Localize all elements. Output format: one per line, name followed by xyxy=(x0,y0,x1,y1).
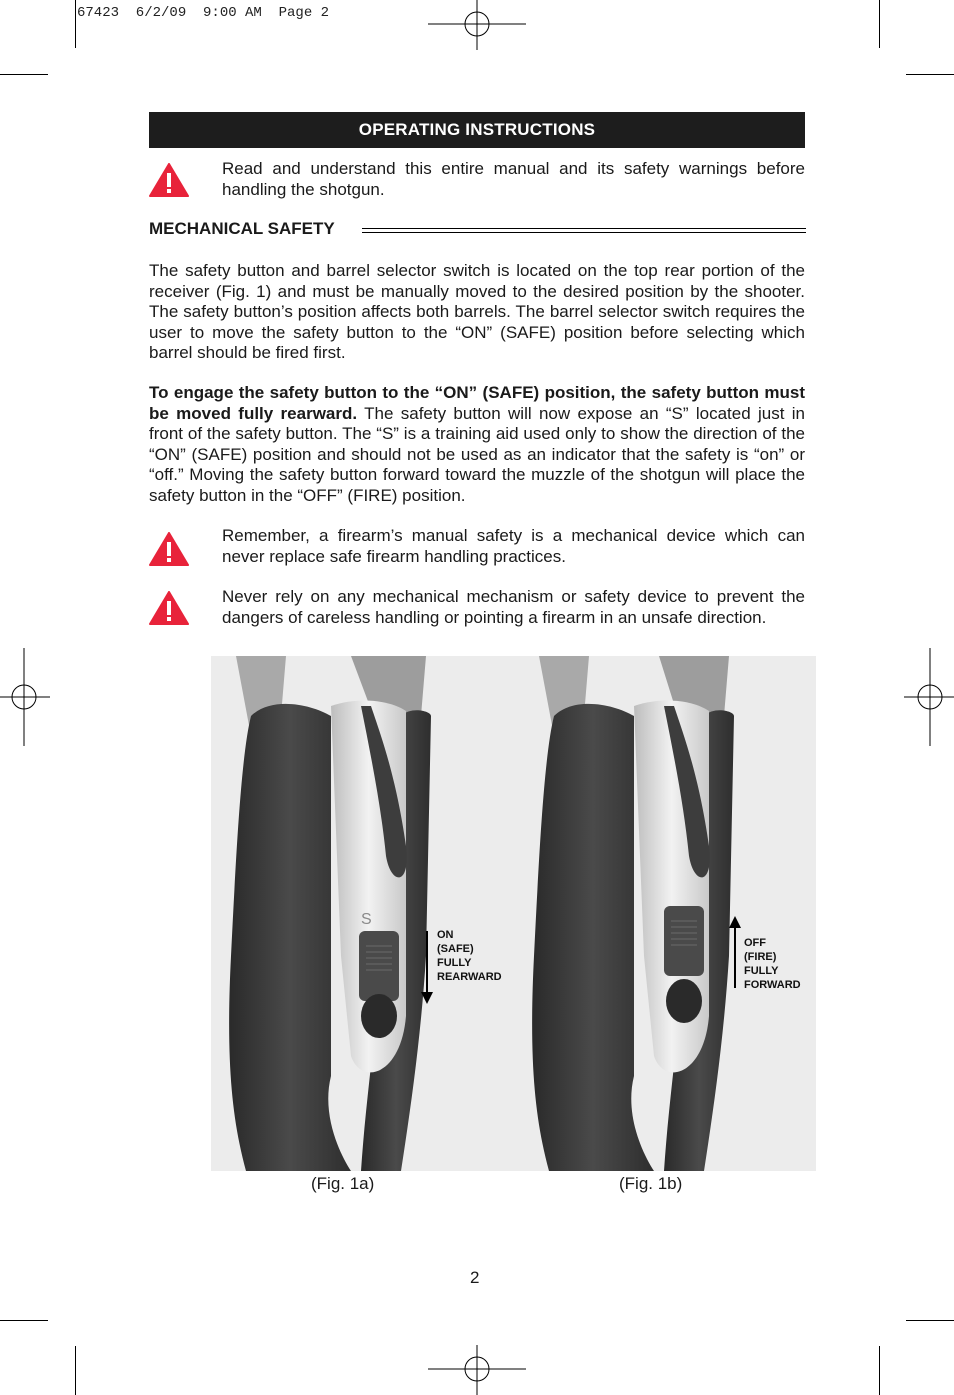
header-title: OPERATING INSTRUCTIONS xyxy=(358,120,596,139)
bold-lead-sentence: To engage the safety button to the “ON” (SAFE) position, the safety button must be moved fully rearward. xyxy=(149,383,805,423)
section-title: MECHANICAL SAFETY xyxy=(149,219,335,238)
safety-on-label xyxy=(437,928,502,984)
crop-mark xyxy=(879,1346,880,1395)
crop-mark xyxy=(75,0,76,48)
warning-block xyxy=(149,526,805,568)
warning-text: Read and understand this entire manual and its safety warnings before handling the shotgun. xyxy=(222,159,805,199)
safety-off-label xyxy=(744,936,801,992)
registration-mark-icon xyxy=(428,0,526,50)
page-number: 2 xyxy=(470,1268,480,1287)
warning-triangle-icon xyxy=(149,163,189,197)
crop-mark xyxy=(0,1320,48,1321)
label-line: ON xyxy=(437,929,454,941)
label-line: REARWARD xyxy=(437,971,502,983)
crop-mark xyxy=(906,74,954,75)
warning-triangle-icon xyxy=(149,591,189,625)
warning-text: Never rely on any mechanical mechanism or safety device to prevent the dangers of careless handling or pointing a firearm in an unsafe direction. xyxy=(222,587,805,627)
figure-1b-photo xyxy=(509,656,816,1171)
print-slug: 67423 6/2/09 9:00 AM Page 2 xyxy=(77,5,330,21)
warning-text: Remember, a firearm’s manual safety is a mechanical device which can never replace safe firearm handling practices. xyxy=(222,526,805,566)
label-line: FULLY xyxy=(744,965,779,977)
label-line: FORWARD xyxy=(744,979,801,991)
warning-block xyxy=(149,159,805,201)
crop-mark xyxy=(0,74,48,75)
body-paragraph: The safety button and barrel selector switch is located on the top rear portion of the receiver (Fig. 1) and must be manually moved to the desired position by the shooter. The safety button’s position affects both barrels. The barrel selector switch requires the user to move the safety button to the “ON” (SAFE) position before selecting which barrel should be fired first. xyxy=(149,261,805,362)
registration-mark-icon xyxy=(904,648,954,746)
figure-1a-photo xyxy=(211,656,509,1171)
crop-mark xyxy=(906,1320,954,1321)
warning-block xyxy=(149,587,805,629)
section-header-bar xyxy=(149,112,805,148)
shotgun-receiver-illustration xyxy=(509,656,816,1171)
paragraph-text: The safety button will now expose an “S” located just in front of the safety button. The “S” is a training aid used only to show the direction of the “ON” (SAFE) position and should not be used as an indicator that the safety is “on” or “off.” Moving the safety button forward toward the muzzle of the shotgun will place the safety button in the “OFF” (FIRE) position. xyxy=(149,403,805,505)
crop-mark xyxy=(75,1346,76,1395)
figure-caption: (Fig. 1b) xyxy=(619,1174,683,1193)
registration-mark-icon xyxy=(0,648,50,746)
figure-caption: (Fig. 1a) xyxy=(311,1174,375,1193)
double-rule xyxy=(362,232,806,233)
label-line: FULLY xyxy=(437,957,472,969)
label-line: OFF xyxy=(744,937,766,949)
safety-s-marking: S xyxy=(361,911,372,928)
double-rule xyxy=(362,228,806,229)
crop-mark xyxy=(879,0,880,48)
body-paragraph xyxy=(149,383,805,506)
shotgun-receiver-illustration xyxy=(211,656,509,1171)
warning-triangle-icon xyxy=(149,532,189,566)
label-line: (FIRE) xyxy=(744,951,777,963)
registration-mark-icon xyxy=(428,1345,526,1395)
label-line: (SAFE) xyxy=(437,943,474,955)
